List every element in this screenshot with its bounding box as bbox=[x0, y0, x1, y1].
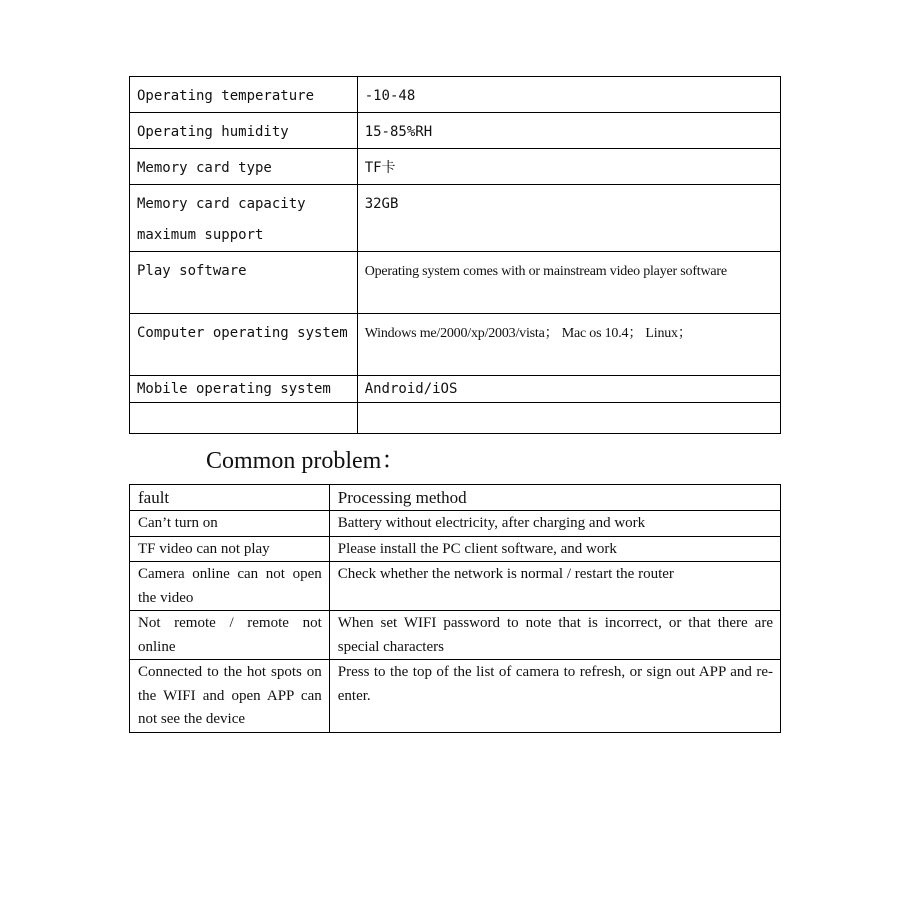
spec-value: Android/iOS bbox=[357, 376, 780, 403]
column-header-fault: fault bbox=[130, 485, 330, 511]
column-header-method: Processing method bbox=[329, 485, 780, 511]
common-problem-heading: Common problem： bbox=[206, 448, 406, 474]
spec-row bbox=[130, 376, 781, 403]
spec-row bbox=[130, 314, 781, 376]
spec-value: TF卡 bbox=[357, 149, 780, 185]
fault-cell: TF video can not play bbox=[130, 536, 330, 562]
problem-row bbox=[130, 511, 781, 537]
fault-cell: Not remote / remote not online bbox=[130, 611, 330, 660]
method-cell: Press to the top of the list of camera to refresh, or sign out APP and re-enter. bbox=[329, 660, 780, 733]
spec-value: -10-48 bbox=[357, 77, 780, 113]
spec-row bbox=[130, 113, 781, 149]
spec-row bbox=[130, 77, 781, 113]
spec-label: Operating temperature bbox=[130, 77, 358, 113]
fault-cell: Camera online can not open the video bbox=[130, 562, 330, 611]
problem-row bbox=[130, 611, 781, 660]
spec-value: 15-85%RH bbox=[357, 113, 780, 149]
fault-cell: Connected to the hot spots on the WIFI and open APP can not see the device bbox=[130, 660, 330, 733]
method-cell: When set WIFI password to note that is incorrect, or that there are special characters bbox=[329, 611, 780, 660]
method-cell: Please install the PC client software, and work bbox=[329, 536, 780, 562]
spec-label: Memory card capacity maximum support bbox=[130, 185, 358, 252]
problem-row bbox=[130, 660, 781, 733]
spec-value: Windows me/2000/xp/2003/vista； Mac os 10.4； Linux； bbox=[357, 314, 780, 376]
problem-row bbox=[130, 562, 781, 611]
problem-row bbox=[130, 536, 781, 562]
method-cell: Check whether the network is normal / restart the router bbox=[329, 562, 780, 611]
spec-label bbox=[130, 403, 358, 434]
spec-row bbox=[130, 252, 781, 314]
spec-label: Mobile operating system bbox=[130, 376, 358, 403]
spec-row bbox=[130, 149, 781, 185]
spec-label: Operating humidity bbox=[130, 113, 358, 149]
spec-label: Memory card type bbox=[130, 149, 358, 185]
problem-table bbox=[129, 484, 781, 733]
spec-value: 32GB bbox=[357, 185, 780, 252]
spec-label: Computer operating system bbox=[130, 314, 358, 376]
spec-table bbox=[129, 76, 781, 434]
spec-value: Operating system comes with or mainstream video player software bbox=[357, 252, 780, 314]
method-cell: Battery without electricity, after charging and work bbox=[329, 511, 780, 537]
fault-cell: Can’t turn on bbox=[130, 511, 330, 537]
spec-row bbox=[130, 185, 781, 252]
spec-label: Play software bbox=[130, 252, 358, 314]
problem-table-header bbox=[130, 485, 781, 511]
spec-row-empty bbox=[130, 403, 781, 434]
spec-value bbox=[357, 403, 780, 434]
